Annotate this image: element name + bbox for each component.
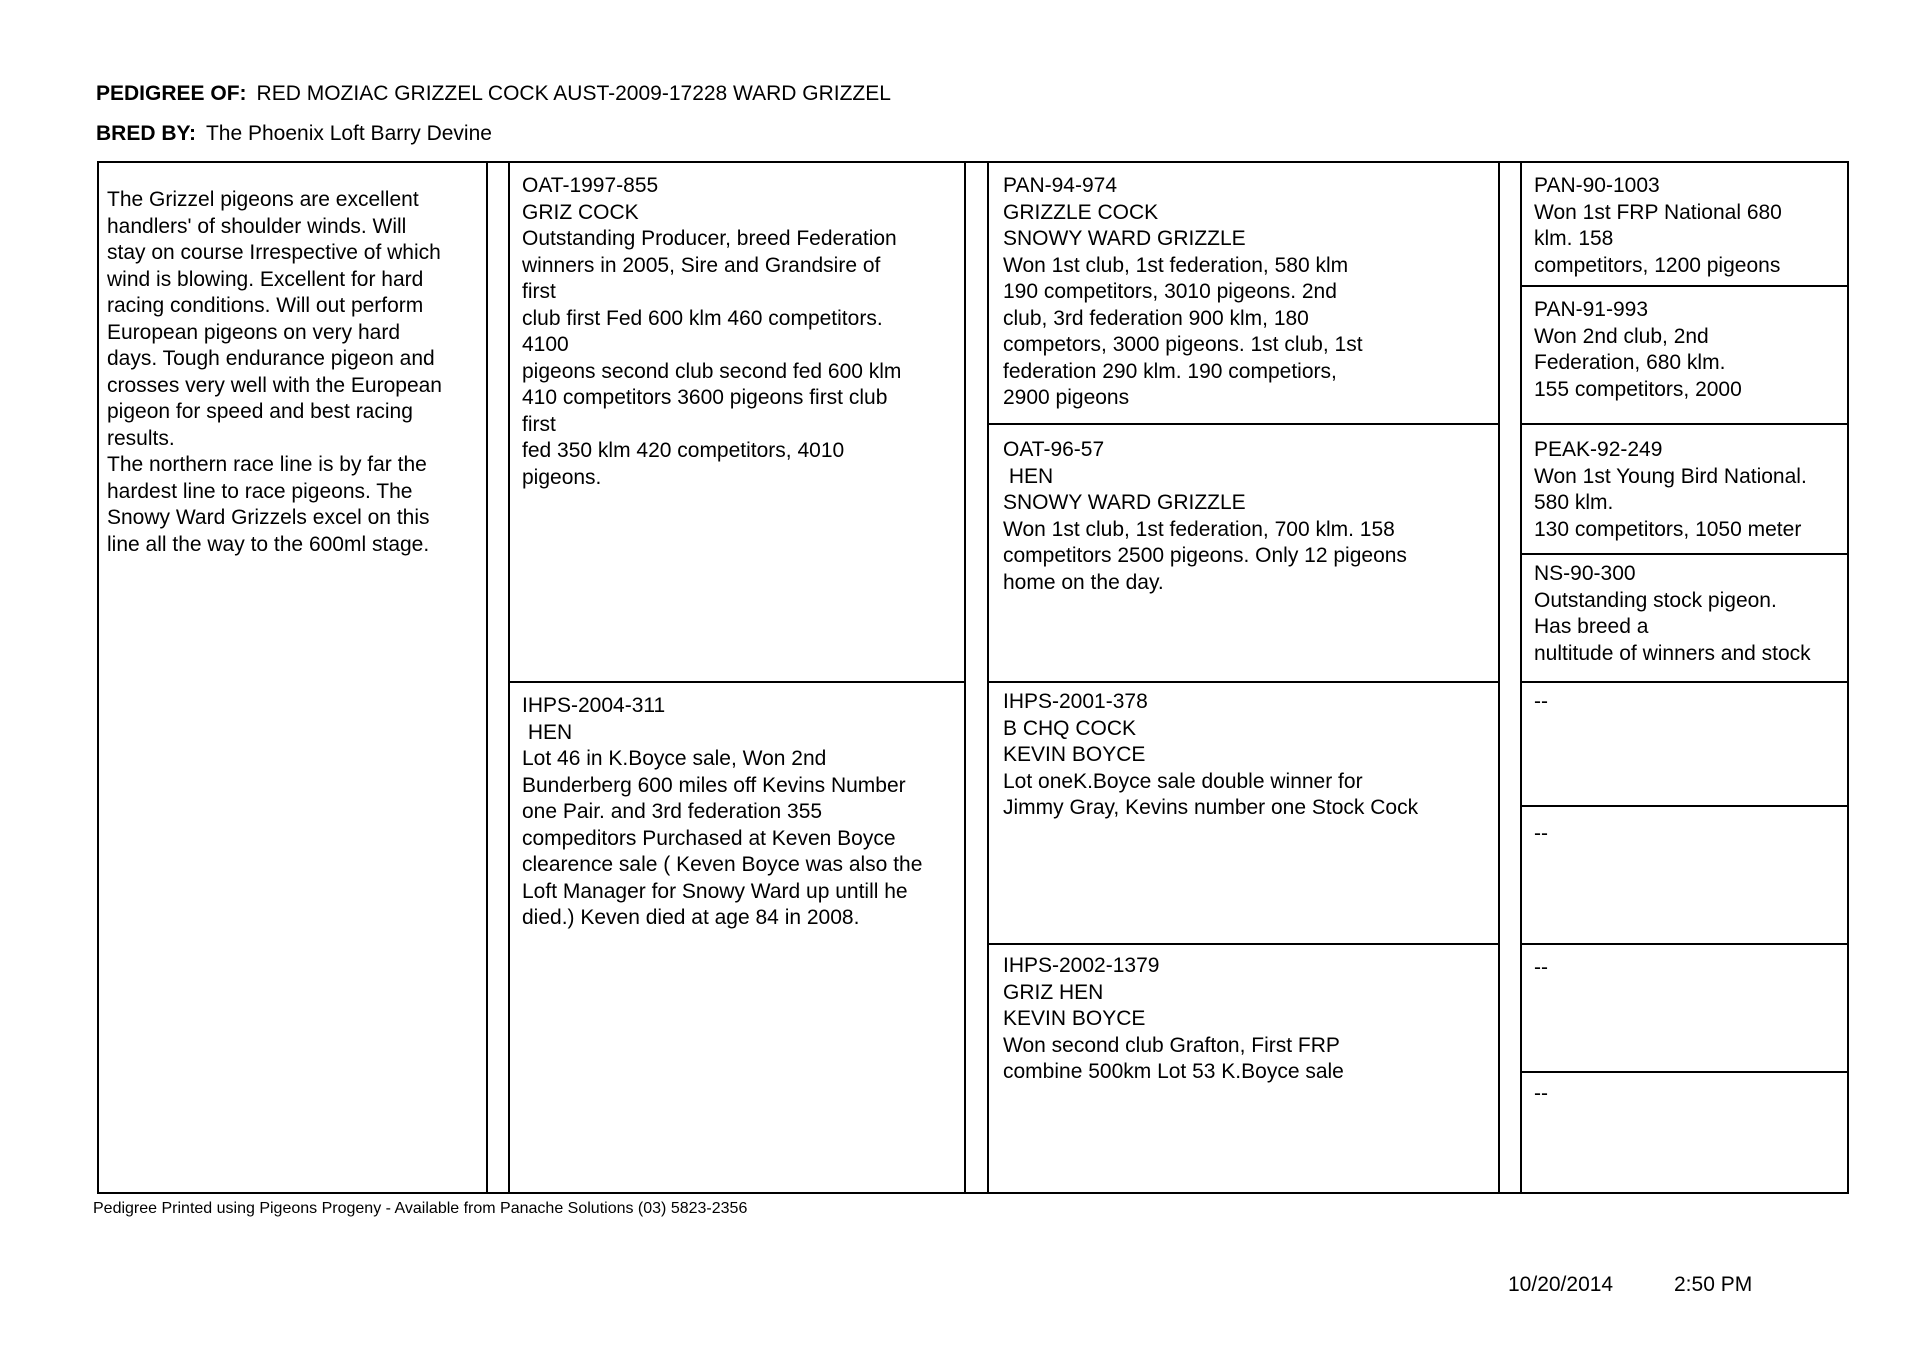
dam-sire-line: IHPS-2001-378 [1003,690,1148,713]
gg-line: 130 competitors, 1050 meter [1534,517,1802,541]
gg-line: nultitude of winners and stock [1534,641,1811,665]
sire-line: first [522,412,556,436]
sire-line: fed 350 klm 420 competitors, 4010 [522,439,845,462]
dam-line: HEN [522,720,573,744]
dam-line: Loft Manager for Snowy Ward up untill he [522,879,908,903]
sire-dam-cell [1003,437,1495,596]
bred-by-value: The Phoenix Loft Barry Devine [205,122,492,145]
footer-note: Pedigree Printed using Pigeons Progeny - Available from Panache Solutions (03) 5823-2356 [93,1200,748,1217]
gg-line: Outstanding stock pigeon. [1534,588,1777,612]
sire-line: 410 competitors 3600 pigeons first club [522,386,888,409]
sire-dam-line: HEN [1003,464,1054,488]
sire-sire-line: club, 3rd federation 900 klm, 180 [1003,306,1309,330]
gg-line: Has breed a [1534,615,1649,638]
sire-sire-line: Won 1st club, 1st federation, 580 klm [1003,253,1349,277]
great-grandparent-4-cell [1534,561,1846,667]
description-line: hardest line to race pigeons. The [107,479,413,503]
dam-dam-line: Won second club Grafton, First FRP [1003,1033,1340,1057]
dam-dam-line: combine 500km Lot 53 K.Boyce sale [1003,1060,1344,1083]
sire-sire-line: federation 290 klm. 190 competiors, [1003,359,1337,383]
gg-line: Federation, 680 klm. [1534,351,1726,374]
dam-line: IHPS-2004-311 [522,694,666,717]
sire-sire-line: GRIZZLE COCK [1003,200,1159,224]
sire-dam-line: home on the day. [1003,570,1164,594]
sire-sire-line: 190 competitors, 3010 pigeons. 2nd [1003,280,1337,303]
pedigree-of-value: RED MOZIAC GRIZZEL COCK AUST-2009-17228 WARD GRIZZEL [256,82,891,105]
sire-line: first [522,280,556,303]
great-grandparent-3-cell [1534,437,1846,543]
dam-sire-line: KEVIN BOYCE [1003,743,1146,766]
sire-line: club first Fed 600 klm 460 competitors. [522,306,883,330]
dam-cell [522,693,962,932]
dam-dam-line: IHPS-2002-1379 [1003,954,1160,977]
sire-dam-line: OAT-96-57 [1003,438,1105,461]
description-line: results. [107,426,175,450]
print-date: 10/20/2014 [1508,1273,1614,1296]
description-line: days. Tough endurance pigeon and [107,347,435,370]
dam-sire-line: Lot oneK.Boyce sale double winner for [1003,769,1363,793]
description-line: handlers' of shoulder winds. Will [107,214,407,238]
description-line: stay on course Irrespective of which [107,241,441,264]
sire-line: GRIZ COCK [522,200,639,224]
dam-sire-cell [1003,689,1495,822]
bred-by-line [96,122,492,146]
gg-line: PAN-90-1003 [1534,174,1660,197]
pedigree-of-label: PEDIGREE OF: [96,82,247,105]
sire-line: OAT-1997-855 [522,174,659,197]
bred-by-label: BRED BY: [96,122,196,145]
great-grandparent-6-cell [1534,821,1846,848]
great-grandparent-2-cell [1534,297,1846,403]
print-time: 2:50 PM [1674,1273,1753,1296]
sire-sire-line: competors, 3000 pigeons. 1st club, 1st [1003,333,1363,356]
great-grandparent-7-cell [1534,955,1846,982]
gg-line: -- [1534,1082,1548,1105]
gg-line: NS-90-300 [1534,562,1636,585]
great-grandparent-8-cell [1534,1081,1846,1108]
gg-line: Won 1st FRP National 680 [1534,200,1782,224]
sire-line: pigeons second club second fed 600 klm [522,359,902,383]
dam-sire-line: Jimmy Gray, Kevins number one Stock Cock [1003,796,1419,819]
gg-line: PAN-91-993 [1534,298,1649,321]
gg-line: 580 klm. [1534,491,1614,514]
dam-dam-line: GRIZ HEN [1003,980,1104,1004]
sire-sire-line: PAN-94-974 [1003,174,1118,197]
sire-line: winners in 2005, Sire and Grandsire of [522,253,881,277]
description-line: racing conditions. Will out perform [107,294,424,317]
gg-line: -- [1534,822,1548,845]
gg-line: Won 2nd club, 2nd [1534,324,1709,348]
description-line: The Grizzel pigeons are excellent [107,188,419,211]
sire-sire-line: 2900 pigeons [1003,386,1130,409]
gg-line: PEAK-92-249 [1534,438,1663,461]
dam-line: one Pair. and 3rd federation 355 [522,800,823,823]
sire-line: 4100 [522,333,569,356]
sire-line: pigeons. [522,465,602,489]
dam-line: Bunderberg 600 miles off Kevins Number [522,773,906,797]
description-cell [107,187,482,558]
dam-line: Lot 46 in K.Boyce sale, Won 2nd [522,747,827,770]
description-line: crosses very well with the European [107,373,442,397]
gg-line: -- [1534,690,1548,713]
description-line: pigeon for speed and best racing [107,400,413,423]
sire-sire-line: SNOWY WARD GRIZZLE [1003,227,1246,250]
sire-dam-line: Won 1st club, 1st federation, 700 klm. 158 [1003,517,1395,541]
great-grandparent-5-cell [1534,689,1846,716]
gg-line: competitors, 1200 pigeons [1534,253,1781,277]
description-line: wind is blowing. Excellent for hard [107,267,424,291]
sire-cell [522,173,962,491]
pedigree-of-line [96,82,891,106]
dam-line: died.) Keven died at age 84 in 2008. [522,906,860,929]
great-grandparent-1-cell [1534,173,1846,279]
sire-line: Outstanding Producer, breed Federation [522,227,897,250]
description-line: European pigeons on very hard [107,320,401,344]
gg-line: 155 competitors, 2000 [1534,377,1742,401]
dam-dam-line: KEVIN BOYCE [1003,1007,1146,1030]
sire-dam-line: SNOWY WARD GRIZZLE [1003,491,1246,514]
dam-line: compeditors Purchased at Keven Boyce [522,826,896,850]
description-line: line all the way to the 600ml stage. [107,532,430,556]
dam-sire-line: B CHQ COCK [1003,716,1137,740]
gg-line: Won 1st Young Bird National. [1534,464,1807,488]
sire-sire-cell [1003,173,1495,412]
description-line: Snowy Ward Grizzels excel on this [107,506,430,529]
gg-line: -- [1534,956,1548,979]
description-line: The northern race line is by far the [107,453,427,476]
dam-dam-cell [1003,953,1495,1086]
sire-dam-line: competitors 2500 pigeons. Only 12 pigeons [1003,544,1407,567]
dam-line: clearence sale ( Keven Boyce was also the [522,853,923,876]
gg-line: klm. 158 [1534,227,1614,250]
